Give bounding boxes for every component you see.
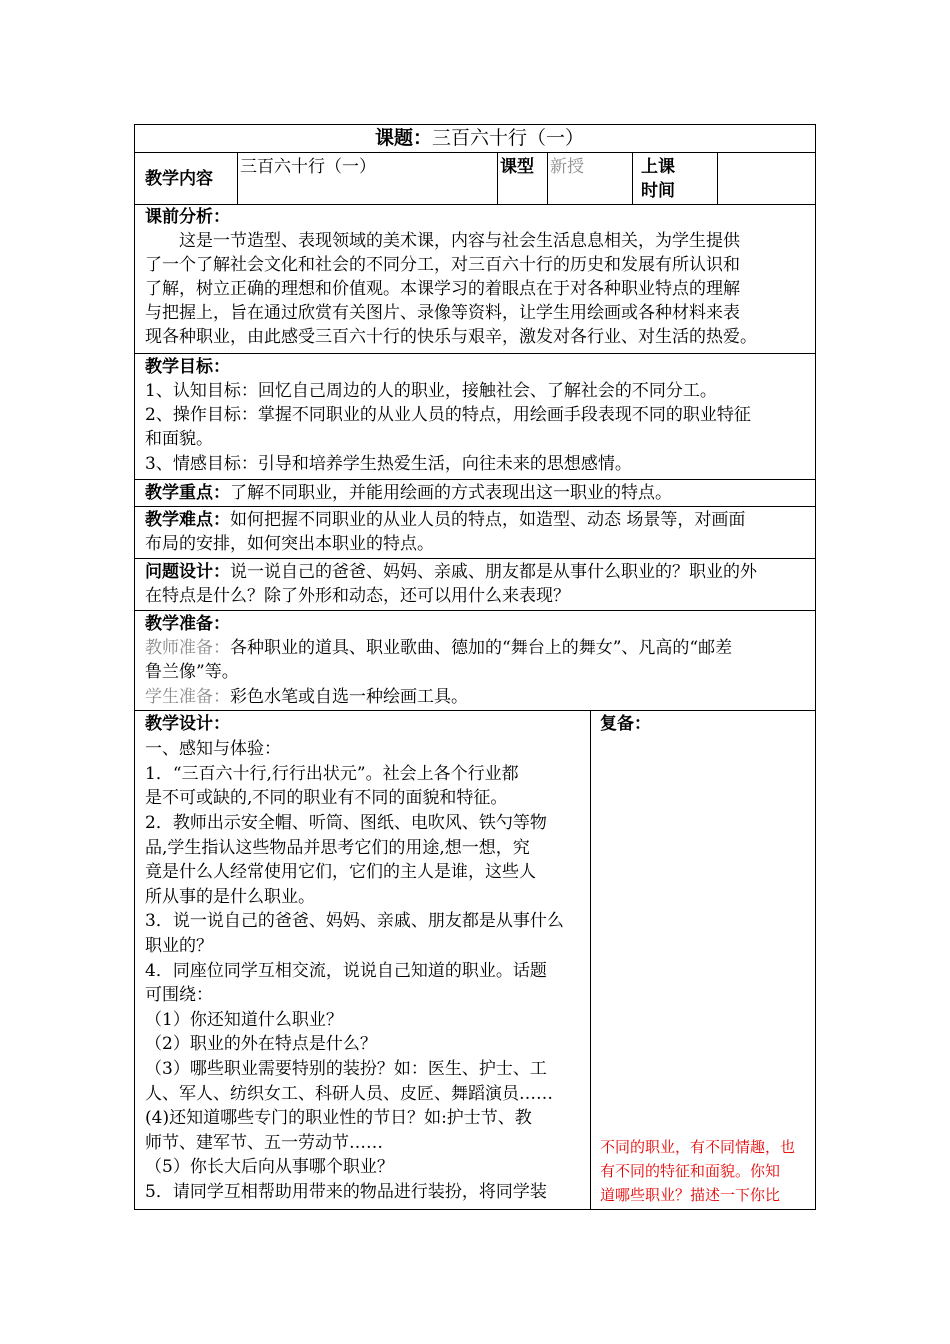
analysis-heading: 课前分析： xyxy=(145,207,230,227)
difficulty-row xyxy=(135,507,815,559)
goal-line: 3、情感目标：引导和培养学生热爱生活，向往未来的思想感情。 xyxy=(145,454,632,474)
info-row xyxy=(135,153,815,205)
question-line-1 xyxy=(145,560,757,585)
backup-heading: 复备： xyxy=(600,714,651,734)
title-text xyxy=(375,126,584,151)
content-label: 教学内容 xyxy=(145,169,213,189)
type-value: 新授 xyxy=(550,157,584,177)
goals-row xyxy=(135,354,815,480)
analysis-line: 与把握上，旨在通过欣赏有关图片、录像等资料，让学生用绘画或各种材料来表 xyxy=(145,303,740,323)
student-prep xyxy=(145,685,468,710)
design-line: 竟是什么人经常使用它们，它们的主人是谁，这些人 xyxy=(145,862,536,882)
teacher-prep-line-2: 鲁兰像”等。 xyxy=(145,662,239,682)
difficulty-line-1 xyxy=(145,508,745,533)
design-line: 师节、建军节、五一劳动节…… xyxy=(145,1133,383,1153)
time-label-2: 时间 xyxy=(641,181,675,201)
analysis-line: 现各种职业，由此感受三百六十行的快乐与艰辛，激发对各行业、对生活的热爱。 xyxy=(145,327,757,347)
design-line: (4)还知道哪些专门的职业性的节日？如:护士节、教 xyxy=(145,1108,532,1128)
analysis-line: 这是一节造型、表现领域的美术课，内容与社会生活息息相关，为学生提供 xyxy=(179,231,740,251)
design-heading: 教学设计： xyxy=(145,714,230,734)
design-line: 职业的？ xyxy=(145,936,213,956)
design-line: 品,学生指认这些物品并思考它们的用途,想一想，究 xyxy=(145,838,530,858)
design-line: 可围绕： xyxy=(145,985,213,1005)
key-point-row xyxy=(135,480,815,507)
goal-line: 和面貌。 xyxy=(145,429,213,449)
teacher-prep-label: 教师准备： xyxy=(145,638,230,658)
design-line: （5）你长大后向从事哪个职业？ xyxy=(145,1157,394,1177)
title-row xyxy=(135,125,815,153)
backup-note-line: 道哪些职业？描述一下你比 xyxy=(600,1186,781,1204)
design-line: （3）哪些职业需要特别的装扮？如：医生、护士、工 xyxy=(145,1059,547,1079)
type-label: 课型 xyxy=(500,157,534,177)
title-value: 三百六十行（一） xyxy=(432,127,585,149)
goal-line: 2、操作目标：掌握不同职业的从业人员的特点，用绘画手段表现不同的职业特征 xyxy=(145,405,751,425)
time-label-1: 上课 xyxy=(641,157,675,177)
question-row xyxy=(135,559,815,611)
design-line: 一、感知与体验： xyxy=(145,739,281,759)
analysis-line: 了一个了解社会文化和社会的不同分工，对三百六十行的历史和发展有所认识和 xyxy=(145,255,740,275)
difficulty-label: 教学难点： xyxy=(145,510,230,530)
teacher-prep-text: 各种职业的道具、职业歌曲、德加的“舞台上的舞女”、凡高的“邮差 xyxy=(230,638,733,658)
design-line: 3．说一说自己的爸爸、妈妈、亲戚、朋友都是从事什么 xyxy=(145,911,564,931)
design-line: 5．请同学互相帮助用带来的物品进行装扮，将同学装 xyxy=(145,1182,547,1202)
key-point-text: 了解不同职业，并能用绘画的方式表现出这一职业的特点。 xyxy=(230,483,672,503)
backup-note-line: 有不同的特征和面貌。你知 xyxy=(600,1162,781,1180)
design-line: 2．教师出示安全帽、听筒、图纸、电吹风、铁勺等物 xyxy=(145,813,547,833)
question-line-2: 在特点是什么？除了外形和动态，还可以用什么来表现？ xyxy=(145,586,570,606)
prep-heading: 教学准备： xyxy=(145,614,230,634)
goals-heading: 教学目标： xyxy=(145,357,230,377)
design-section xyxy=(135,711,815,1209)
content-value: 三百六十行（一） xyxy=(240,157,376,177)
goal-line: 1、认知目标：回忆自己周边的人的职业，接触社会、了解社会的不同分工。 xyxy=(145,381,717,401)
teacher-prep-line-1 xyxy=(145,636,732,661)
design-line: （1）你还知道什么职业？ xyxy=(145,1010,343,1030)
title-label: 课题： xyxy=(375,127,433,149)
design-line: 人、军人、纺织女工、科研人员、皮匠、舞蹈演员…… xyxy=(145,1084,553,1104)
design-line: （2）职业的外在特点是什么？ xyxy=(145,1034,377,1054)
design-line: 所从事的是什么职业。 xyxy=(145,887,315,907)
design-line: 1．“三百六十行,行行出状元”。社会上各个行业都 xyxy=(145,764,519,784)
analysis-line: 了解，树立正确的理想和价值观。本课学习的着眼点在于对各种职业特点的理解 xyxy=(145,279,740,299)
key-point xyxy=(145,481,672,506)
question-label: 问题设计： xyxy=(145,562,230,582)
student-prep-text: 彩色水笔或自选一种绘画工具。 xyxy=(230,687,468,707)
student-prep-label: 学生准备： xyxy=(145,687,230,707)
difficulty-text: 如何把握不同职业的从业人员的特点，如造型、动态 场景等，对画面 xyxy=(230,510,746,530)
key-point-label: 教学重点： xyxy=(145,483,230,503)
backup-note-line: 不同的职业，有不同情趣，也 xyxy=(600,1138,796,1156)
design-line: 是不可或缺的,不同的职业有不同的面貌和特征。 xyxy=(145,788,508,808)
lesson-plan-table xyxy=(134,124,816,1210)
question-text: 说一说自己的爸爸、妈妈、亲戚、朋友都是从事什么职业的？职业的外 xyxy=(230,562,757,582)
analysis-row xyxy=(135,205,815,354)
design-line: 4．同座位同学互相交流，说说自己知道的职业。话题 xyxy=(145,961,547,981)
prep-row xyxy=(135,611,815,711)
difficulty-line-2: 布局的安排，如何突出本职业的特点。 xyxy=(145,534,434,554)
